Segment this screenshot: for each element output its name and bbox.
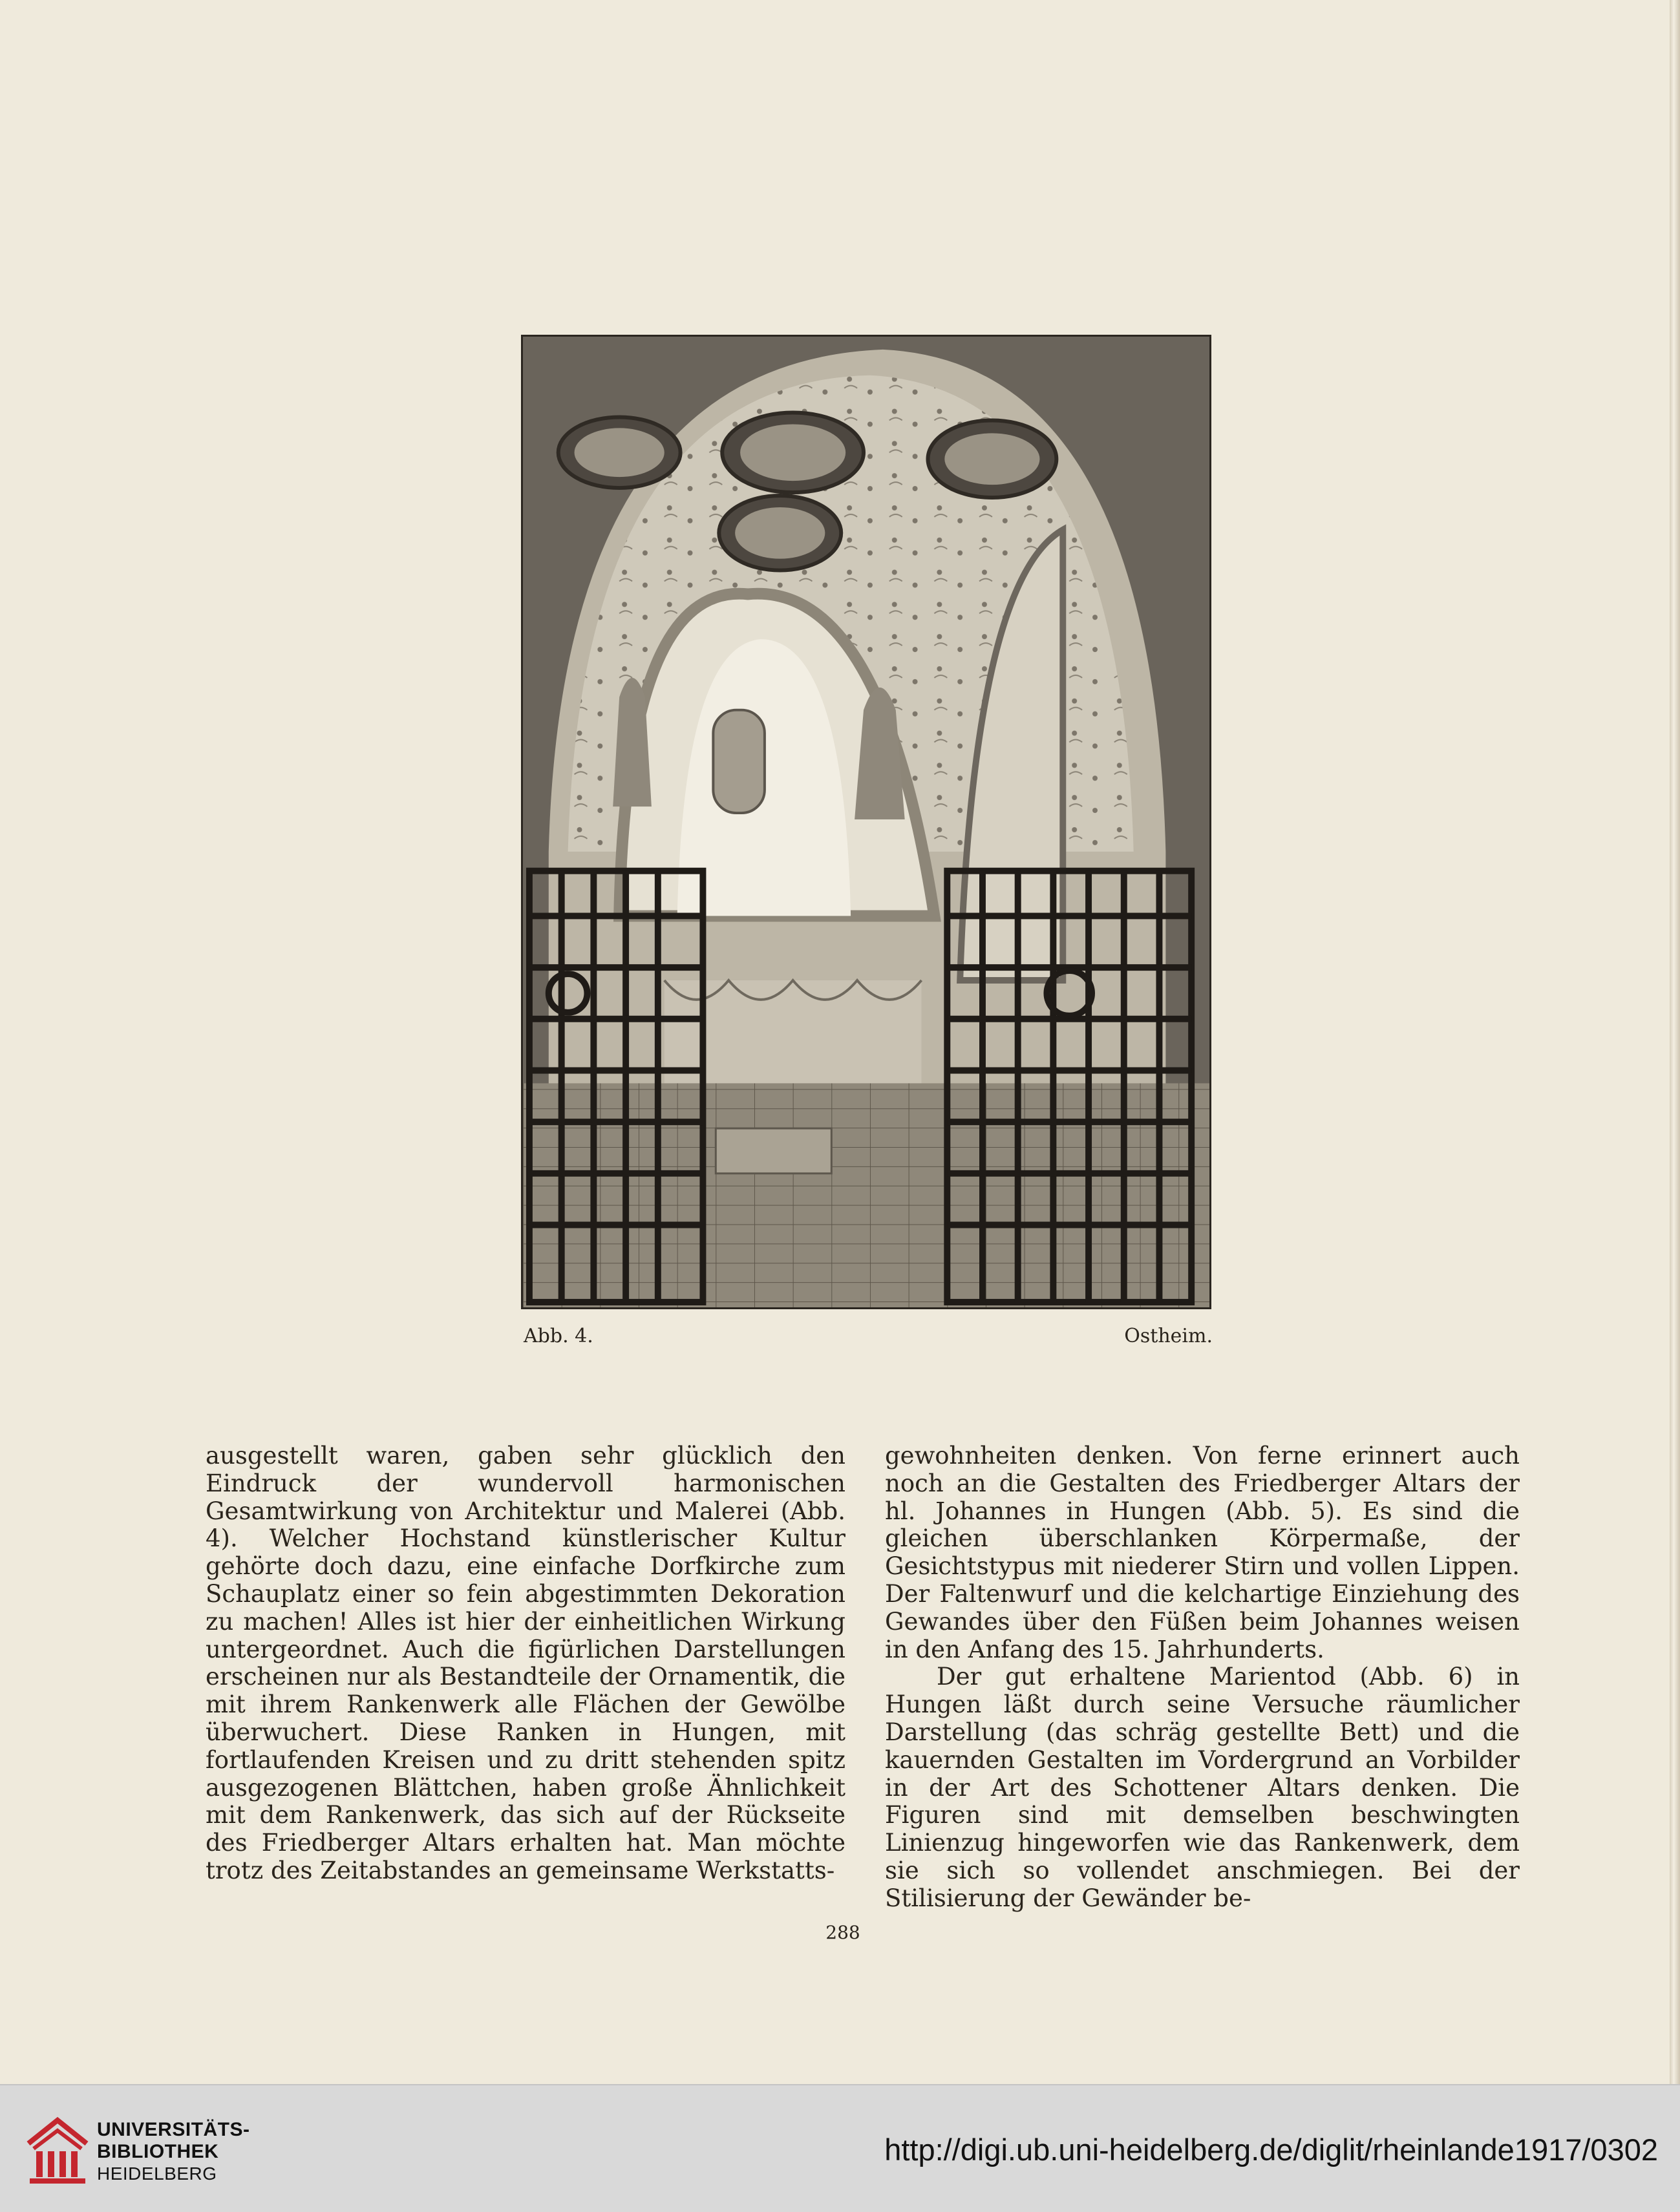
source-url-link[interactable]: http://digi.ub.uni-heidelberg.de/diglit/rheinlande1917/0302 [884, 2133, 1658, 2167]
text-column-right [885, 1442, 1520, 1913]
figure-caption-place: Ostheim. [1124, 1325, 1213, 1347]
chapel-illustration [523, 337, 1209, 1307]
text-column-left [206, 1442, 845, 1885]
paragraph: ausgestellt waren, gaben sehr glücklich den Eindruck der wundervoll harmonischen Gesamtwirkung von Architektur und Malerei (Abb. 4). Welcher Hochstand künstlerischer Kultur gehörte doch dazu, eine einfache Dorfkirche zum Schauplatz einer so fein abgestimmten Dekoration zu machen! Alles ist hier der einheitlichen Wirkung untergeordnet. Auch die figürlichen Darstellungen erscheinen nur als Bestandteile der Ornamentik, die mit ihrem Rankenwerk alle Flächen der Gewölbe überwuchert. Diese Ranken in Hungen, mit fortlaufenden Kreisen und zu dritt stehenden spitz ausgezogenen Blättchen, haben große Ähnlichkeit mit dem Rankenwerk, das sich auf der Rückseite des Friedberger Altars erhalten hat. Man möchte trotz des Zeitabstandes an gemeinsame Werkstatts- [206, 1442, 845, 1884]
library-name-line3: HEIDELBERG [97, 2164, 217, 2184]
page-number: 288 [825, 1922, 860, 1943]
digitization-footer [0, 2084, 1680, 2212]
paragraph: gewohnheiten denken. Von ferne erinnert auch noch an die Gestalten des Friedberger Altars der hl. Johannes in Hungen (Abb. 5). Es sind die gleichen überschlanken Körpermaße, der Gesichtstypus mit niederer Stirn und vollen Lippen. Der Faltenwurf und die kelchartige Einziehung des Gewandes über den Füßen beim Johannes weisen in den Anfang des 15. Jahrhunderts. [885, 1442, 1520, 1663]
paragraph: Der gut erhaltene Marientod (Abb. 6) in Hungen läßt durch seine Versuche räumlicher Darstellung (das schräg gestellte Bett) und die kauernden Gestalten im Vordergrund an Vorbilder in der Art des Schottener Altars denken. Die Figuren sind mit demselben beschwingten Linienzug hingeworfen wie das Rankenwerk, dem sie sich so vollendet anschmiegen. Bei der Stilisierung der Gewänder be- [885, 1663, 1520, 1912]
library-name-line1: UNIVERSITÄTS- [97, 2119, 250, 2140]
library-name-line2: BIBLIOTHEK [97, 2141, 219, 2162]
library-name [97, 2119, 250, 2185]
illustration-ostheim-chapel [521, 335, 1211, 1309]
university-library-logo-icon [22, 2111, 93, 2189]
page-edge [1670, 0, 1680, 2084]
figure-caption-number: Abb. 4. [524, 1325, 593, 1347]
